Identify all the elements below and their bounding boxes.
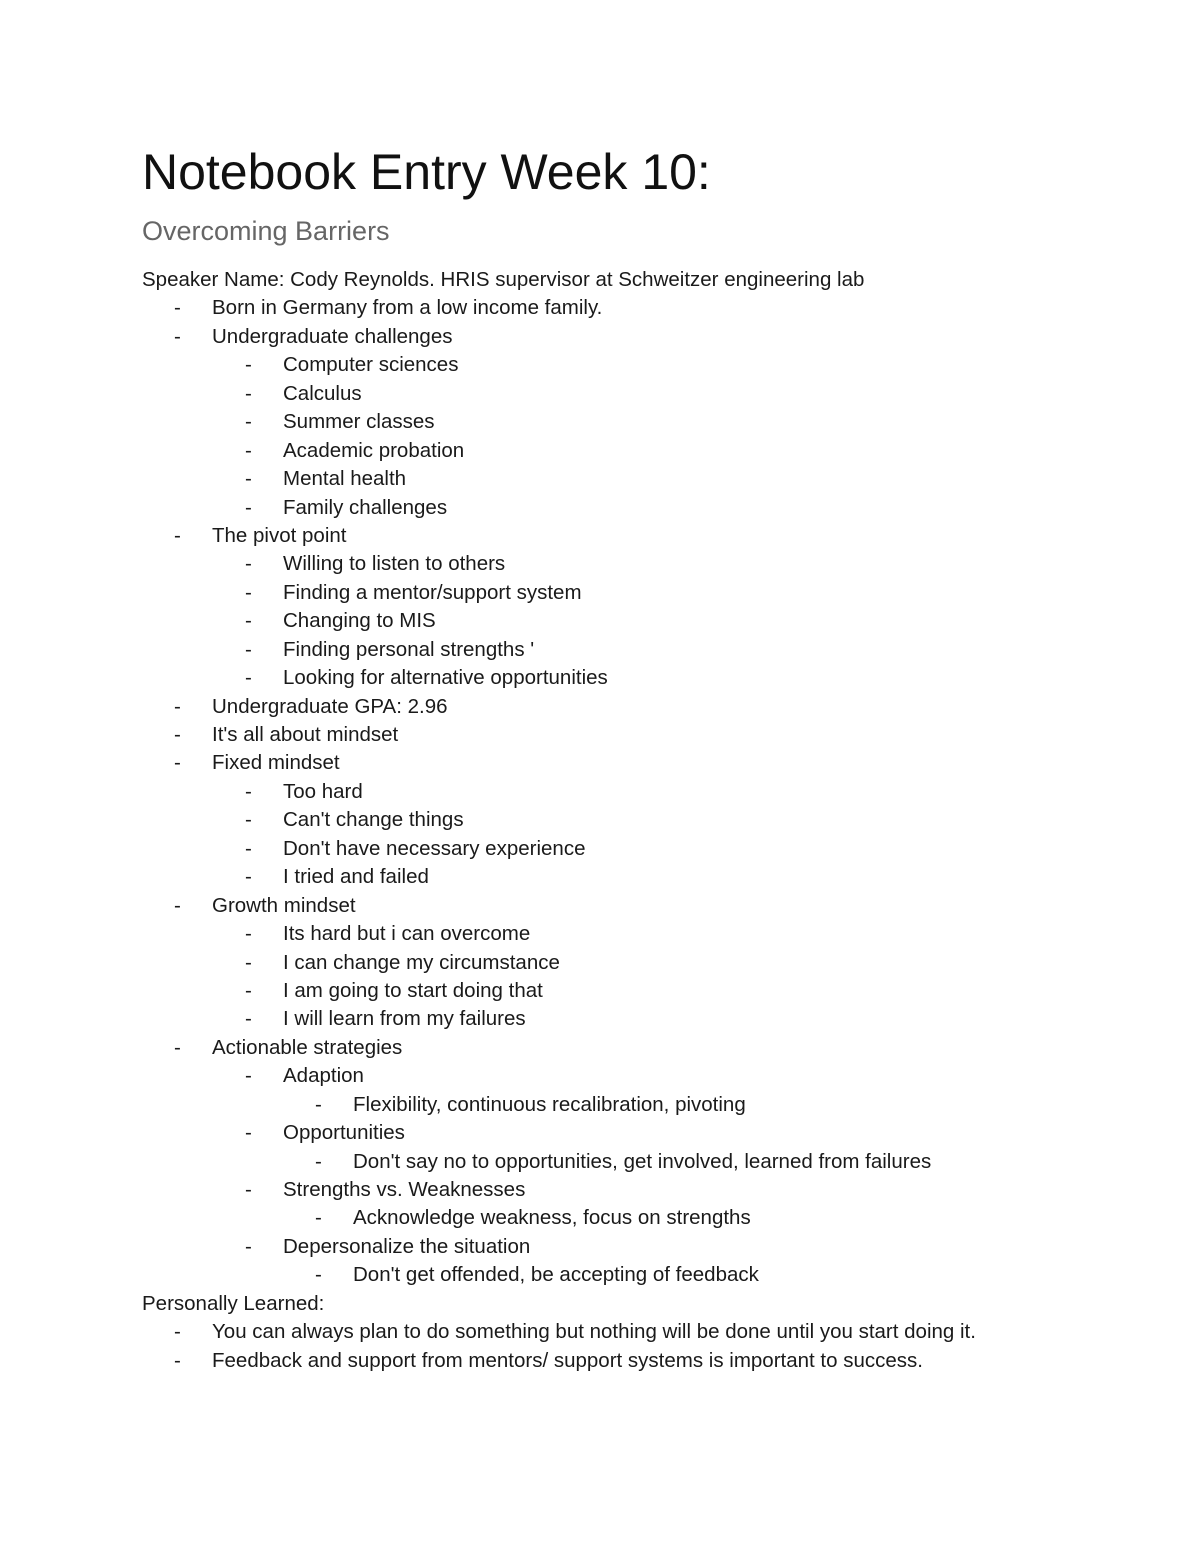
bullet-dash: - [245, 950, 252, 974]
bullet-dash: - [315, 1206, 322, 1230]
bullet-dash: - [245, 381, 252, 405]
list-item [142, 1176, 1142, 1204]
list-item-text: Undergraduate GPA: 2.96 [212, 694, 448, 718]
list-item-text: Feedback and support from mentors/ support systems is important to success. [212, 1348, 923, 1372]
list-item [142, 920, 1142, 948]
list-item [142, 1318, 1142, 1346]
list-item-text: Finding a mentor/support system [283, 580, 582, 604]
list-item-text: Changing to MIS [283, 609, 436, 633]
list-item-text: Its hard but i can overcome [283, 922, 531, 946]
list-item-text: Opportunities [283, 1121, 405, 1145]
list-item [142, 607, 1142, 635]
list-item [142, 1091, 1142, 1119]
list-item [142, 636, 1142, 664]
list-item [142, 835, 1142, 863]
list-item-text: Don't get offended, be accepting of feedback [353, 1263, 759, 1287]
bullet-dash: - [174, 751, 181, 775]
list-item-text: Don't say no to opportunities, get involved, learned from failures [353, 1149, 932, 1173]
list-item-text: The pivot point [212, 523, 347, 547]
bullet-dash: - [245, 978, 252, 1002]
bullet-dash: - [245, 808, 252, 832]
bullet-dash: - [315, 1263, 322, 1287]
list-item [142, 693, 1142, 721]
list-item [142, 1034, 1142, 1062]
list-item [142, 863, 1142, 891]
bullet-dash: - [174, 694, 181, 718]
list-item [142, 522, 1142, 550]
list-item-text: Mental health [283, 467, 407, 491]
bullet-dash: - [174, 893, 181, 917]
bullet-dash: - [245, 495, 252, 519]
bullet-dash: - [245, 438, 252, 462]
list-item-text: Actionable strategies [212, 1035, 403, 1059]
bullet-dash: - [245, 637, 252, 661]
bullet-dash: - [245, 410, 252, 434]
bullet-dash: - [315, 1149, 322, 1173]
list-item-text: You can always plan to do something but nothing will be done until you start doing it. [212, 1320, 976, 1344]
bullet-dash: - [245, 353, 252, 377]
page-title: Notebook Entry Week 10: [142, 144, 711, 200]
document-page [142, 140, 1142, 1375]
bullet-dash: - [245, 580, 252, 604]
list-item [142, 1005, 1142, 1033]
list-item-text: Growth mindset [212, 893, 356, 917]
list-item-text: Too hard [283, 779, 363, 803]
list-item-text: Can't change things [283, 808, 464, 832]
list-item [142, 1233, 1142, 1261]
bullet-dash: - [174, 1320, 181, 1344]
bullet-dash: - [245, 666, 252, 690]
list-item [142, 408, 1142, 436]
list-item [142, 351, 1142, 379]
list-item [142, 294, 1142, 322]
list-item-text: Calculus [283, 381, 362, 405]
list-item [142, 1148, 1142, 1176]
list-item [142, 1261, 1142, 1289]
list-item [142, 749, 1142, 777]
bullet-dash: - [174, 296, 181, 320]
list-item [142, 550, 1142, 578]
bullet-dash: - [245, 1121, 252, 1145]
bullet-dash: - [245, 1007, 252, 1031]
list-item [142, 380, 1142, 408]
list-item-text: Willing to listen to others [283, 552, 506, 576]
list-item-text: Finding personal strengths ' [283, 637, 535, 661]
bullet-dash: - [245, 922, 252, 946]
list-item [142, 579, 1142, 607]
list-item-text: Summer classes [283, 410, 435, 434]
list-item [142, 494, 1142, 522]
list-item [142, 778, 1142, 806]
list-item [142, 721, 1142, 749]
list-item-text: Strengths vs. Weaknesses [283, 1178, 526, 1201]
list-item-text: Acknowledge weakness, focus on strengths [353, 1206, 751, 1230]
bullet-dash: - [245, 467, 252, 491]
list-item-text: I tried and failed [283, 865, 429, 889]
bullet-dash: - [245, 836, 252, 860]
list-item [142, 664, 1142, 692]
list-item-text: Flexibility, continuous recalibration, pivoting [353, 1092, 746, 1116]
bullet-dash: - [315, 1092, 322, 1116]
list-item-text: Don't have necessary experience [283, 836, 586, 860]
bullet-dash: - [245, 1064, 252, 1088]
list-item-text: Academic probation [283, 438, 465, 462]
bullet-dash: - [245, 552, 252, 576]
list-item-text: Born in Germany from a low income family. [212, 296, 603, 320]
speaker-line: Speaker Name: Cody Reynolds. HRIS supervisor at Schweitzer engineering lab [142, 268, 865, 291]
notes-body [142, 266, 1142, 1375]
list-item-text: Family challenges [283, 495, 448, 519]
list-item [142, 1119, 1142, 1147]
list-item [142, 465, 1142, 493]
bullet-dash: - [245, 779, 252, 803]
list-item-text: I will learn from my failures [283, 1007, 526, 1031]
bullet-dash: - [245, 1178, 252, 1201]
list-item [142, 323, 1142, 351]
list-item-text: Undergraduate challenges [212, 324, 453, 348]
bullet-dash: - [174, 324, 181, 348]
list-item [142, 437, 1142, 465]
bullet-dash: - [174, 1348, 181, 1372]
learned-list [142, 1318, 1142, 1375]
list-item-text: Adaption [283, 1064, 364, 1088]
bullet-dash: - [174, 523, 181, 547]
list-item-text: I can change my circumstance [283, 950, 560, 974]
list-item [142, 1347, 1142, 1375]
list-item-text: I am going to start doing that [283, 978, 543, 1002]
bullet-dash: - [174, 723, 181, 746]
list-item-text: Looking for alternative opportunities [283, 666, 608, 690]
notes-list [142, 294, 1142, 1289]
bullet-dash: - [174, 1035, 181, 1059]
learned-heading: Personally Learned: [142, 1291, 325, 1315]
list-item-text: Fixed mindset [212, 751, 340, 775]
page-subtitle: Overcoming Barriers [142, 216, 390, 246]
list-item [142, 892, 1142, 920]
bullet-dash: - [245, 865, 252, 889]
list-item [142, 806, 1142, 834]
bullet-dash: - [245, 609, 252, 633]
list-item-text: It's all about mindset [212, 723, 399, 746]
list-item [142, 949, 1142, 977]
list-item-text: Depersonalize the situation [283, 1234, 531, 1258]
list-item [142, 977, 1142, 1005]
list-item-text: Computer sciences [283, 353, 459, 377]
list-item [142, 1204, 1142, 1232]
list-item [142, 1062, 1142, 1090]
bullet-dash: - [245, 1234, 252, 1258]
